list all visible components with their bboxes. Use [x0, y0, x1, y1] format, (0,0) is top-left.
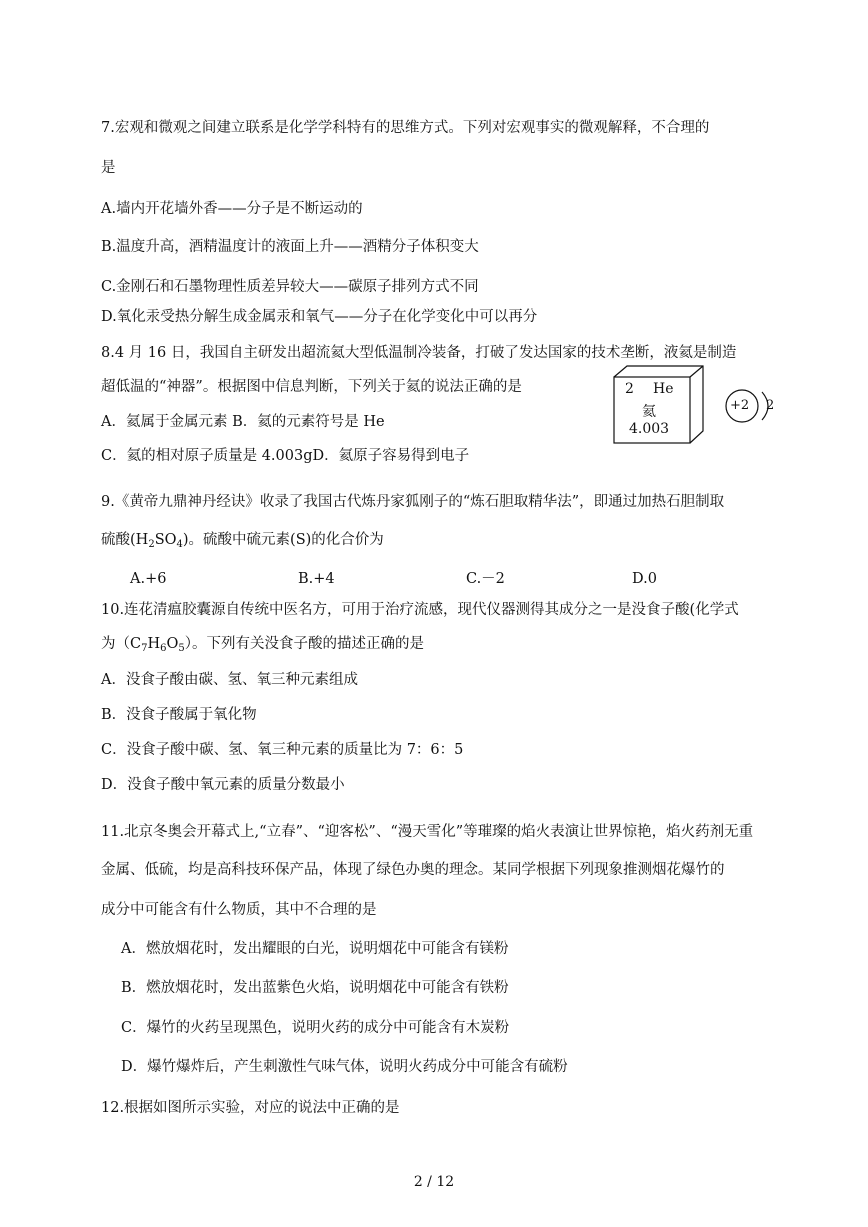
q10-option-b: B．没食子酸属于氧化物: [101, 707, 257, 723]
q8-stem-line2: 超低温的“神器”。根据图中信息判断，下列关于氦的说法正确的是: [101, 379, 522, 395]
q8-options-cd: C．氦的相对原子质量是 4.003gD．氦原子容易得到电子: [101, 448, 470, 464]
q10-stem-line2: [101, 634, 424, 659]
atomic-mass: 4.003: [629, 421, 670, 437]
nucleus-charge: +2: [730, 398, 750, 413]
q8-stem-line1: 8.4 月 16 日，我国自主研发出超流氦大型低温制冷装备，打破了发达国家的技术垄断，液氦是制造: [101, 345, 737, 361]
q9-option-d: D.0: [632, 571, 657, 587]
q10-option-c: C．没食子酸中碳、氢、氧三种元素的质量比为 7：6：5: [101, 742, 464, 758]
q10-sub-c: 7: [141, 643, 148, 654]
q12-stem-line1: 12.根据如图所示实验，对应的说法中正确的是: [101, 1100, 400, 1116]
q9-option-a: A.+6: [130, 571, 167, 587]
q11-option-d: D．爆竹爆炸后，产生刺激性气味气体，说明火药成分中可能含有硫粉: [121, 1059, 568, 1075]
q9-sub-2: 2: [148, 539, 155, 550]
q9-option-b: B.+4: [298, 571, 335, 587]
q7-option-d: D.氧化汞受热分解生成金属汞和氧气——分子在化学变化中可以再分: [101, 309, 538, 325]
q10-option-d: D．没食子酸中氧元素的质量分数最小: [101, 777, 345, 793]
q11-stem-line2: 金属、低硫，均是高科技环保产品，体现了绿色办奥的理念。某同学根据下列现象推测烟花爆竹的: [101, 862, 725, 878]
element-name: 氦: [642, 404, 656, 420]
q7-stem-line1: 7.宏观和微观之间建立联系是化学学科特有的思维方式。下列对宏观事实的微观解释，不合理的: [101, 120, 710, 136]
q10-text-h: H: [147, 636, 161, 652]
q11-stem-line1: 11.北京冬奥会开幕式上,“立春”、“迎客松”、“漫天雪化”等璀璨的焰火表演让世界惊艳，焰火药剂无重: [101, 824, 754, 840]
q10-text-post: ）。下列有关没食子酸的描述正确的是: [184, 636, 425, 652]
q11-option-a: A．燃放烟花时，发出耀眼的白光，说明烟花中可能含有镁粉: [121, 941, 509, 957]
q10-option-a: A．没食子酸由碳、氢、氧三种元素组成: [101, 672, 358, 688]
q10-stem-line1: 10.连花清瘟胶囊源自传统中医名方，可用于治疗流感，现代仪器测得其成分之一是没食子酸(化学式: [101, 602, 739, 618]
q7-option-a: A.墙内开花墙外香——分子是不断运动的: [101, 201, 363, 217]
electron-count: 2: [766, 398, 775, 413]
q11-option-b: B．燃放烟花时，发出蓝紫色火焰，说明烟花中可能含有铁粉: [121, 980, 509, 996]
q11-option-c: C．爆竹的火药呈现黑色，说明火药的成分中可能含有木炭粉: [121, 1020, 510, 1036]
q10-text-pre: 为（C: [101, 636, 142, 652]
q9-text-so: SO: [154, 532, 177, 548]
q7-stem-line2: 是: [101, 160, 116, 176]
q10-sub-o: 5: [178, 643, 185, 654]
q9-sub-4: 4: [176, 539, 183, 550]
helium-element-cell: [613, 365, 709, 445]
q7-option-b: B.温度升高，酒精温度计的液面上升——酒精分子体积变大: [101, 239, 479, 255]
q10-sub-h: 6: [160, 643, 167, 654]
q9-stem-line1: 9.《黄帝九鼎神丹经诀》收录了我国古代炼丹家狐刚子的“炼石胆取精华法”，即通过加热石胆制取: [101, 494, 725, 510]
helium-atom-structure: [724, 388, 780, 428]
q9-option-c: C.－2: [466, 571, 505, 587]
q11-stem-line3: 成分中可能含有什么物质，其中不合理的是: [101, 902, 377, 918]
atomic-number: 2: [625, 381, 634, 397]
q8-options-ab: A．氦属于金属元素 B．氦的元素符号是 He: [101, 414, 385, 430]
element-symbol: He: [653, 381, 674, 397]
q9-stem-line2: [101, 530, 384, 555]
q10-text-o: O: [166, 636, 179, 652]
q7-option-c: C.金刚石和石墨物理性质差异较大——碳原子排列方式不同: [101, 279, 479, 295]
q9-text-post: )。硫酸中硫元素(S)的化合价为: [182, 532, 384, 548]
page-number: 2 / 12: [413, 1174, 455, 1190]
q9-text-pre: 硫酸(H: [101, 532, 149, 548]
